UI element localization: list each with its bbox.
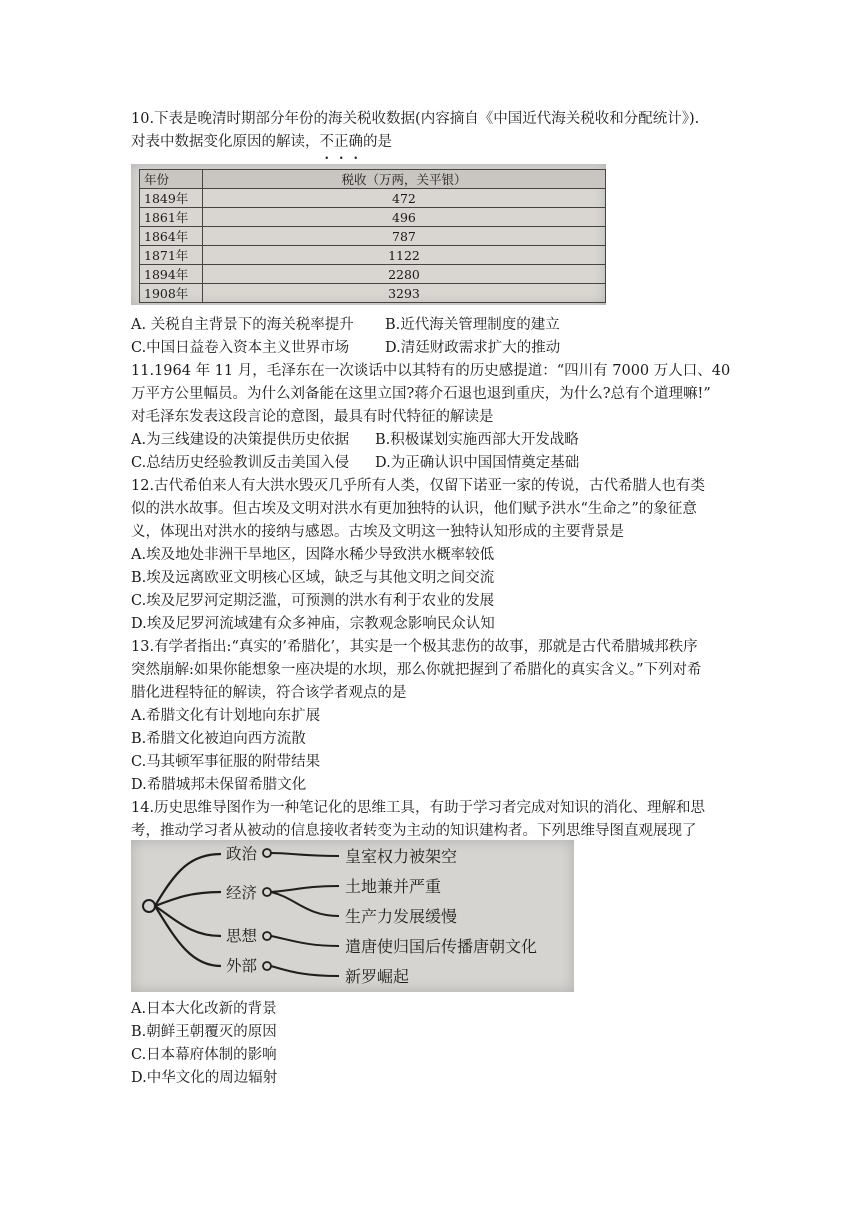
mind-map [131,840,574,992]
q13-stem-line2: 突然崩解:如果你能想象一座决堤的水坝，那么你就把握到了希腊化的真实含义。”下列对希 [131,662,702,678]
q13-option-c[interactable]: C.马其顿军事征服的附带结果 [131,754,321,770]
node-circle-icon [263,962,271,970]
root-node-icon [143,900,155,912]
node-circle-icon [263,888,271,896]
q13-option-d[interactable]: D.希腊城邦未保留希腊文化 [131,777,307,793]
map-leaf-2: 土地兼并严重 [345,877,442,896]
q12-stem-line2: 似的洪水故事。但古埃及文明对洪水有更加独特的认识，他们赋予洪水“生命之”的象征意 [131,501,697,517]
emphasis-dot-char: 正 [334,134,349,150]
table-row: 1871年 1122 [140,246,606,265]
map-leaf-3: 生产力发展缓慢 [345,907,458,926]
map-category-thought: 思想 [226,927,258,945]
q10-option-d[interactable]: D.清廷财政需求扩大的推动 [385,340,561,356]
table-header-tax: 税收（万两，关平银） [202,170,605,189]
emphasis-dot-char: 确 [348,134,363,150]
q10-option-b[interactable]: B.近代海关管理制度的建立 [385,317,560,333]
q14-stem-line2: 考，推动学习者从被动的信息接收者转变为主动的知识建构者。下列思维导图直观展现了 [131,823,697,839]
q14-option-b[interactable]: B.朝鲜王朝覆灭的原因 [131,1024,277,1040]
q10-option-c[interactable]: C.中国日益卷入资本主义世界市场 [131,340,350,356]
q12-stem-line1: 12.古代希伯来人有大洪水毁灭几乎所有人类，仅留下诺亚一家的传说，古代希腊人也有类 [131,478,706,494]
q14-option-a[interactable]: A.日本大化改新的背景 [131,1001,277,1017]
q11-option-a[interactable]: A.为三线建设的决策提供历史依据 [131,432,350,448]
q13-stem-line1: 13.有学者指出:“真实的’希腊化’，其实是一个极其悲伤的故事，那就是古代希腊城邦秩序 [131,639,698,655]
tax-table-photo [131,164,606,305]
leaf-line [271,966,339,976]
q13-option-b[interactable]: B.希腊文化被迫向西方流散 [131,731,306,747]
leaf-line [271,936,339,946]
q13-stem-line3: 腊化进程特征的解读，符合该学者观点的是 [131,685,407,701]
q14-option-d[interactable]: D.中华文化的周边辐射 [131,1070,278,1086]
mind-map-photo [131,840,574,992]
q14-stem-line1: 14.历史思维导图作为一种笔记化的思维工具，有助于学习者完成对知识的消化、理解和思 [131,800,706,816]
q11-option-b[interactable]: B.积极谋划实施西部大开发战略 [375,432,579,448]
q12-option-d[interactable]: D.埃及尼罗河流域建有众多神庙，宗教观念影响民众认知 [131,616,495,632]
table-row: 1908年 3293 [140,284,606,303]
map-leaf-4: 遣唐使归国后传播唐朝文化 [345,937,538,956]
q11-stem-line2: 万平方公里幅员。为什么刘备能在这里立国?蒋介石退也退到重庆，为什么?总有个道理嘛!” [131,386,711,402]
table-header-year: 年份 [140,170,203,189]
q14-option-c[interactable]: C.日本幕府体制的影响 [131,1047,277,1063]
map-category-external: 外部 [226,957,258,975]
emphasis-dot-char: 不 [319,134,334,150]
q11-stem-line3: 对毛泽东发表这段言论的意图，最具有时代特征的解读是 [131,409,494,425]
node-circle-icon [263,932,271,940]
q11-option-d[interactable]: D.为正确认识中国国情奠定基础 [375,455,580,471]
table-row: 1894年 2280 [140,265,606,284]
leaf-line [271,853,339,856]
q12-stem-line3: 义，体现出对洪水的接纳与感恩。古埃及文明这一独特认知形成的主要背景是 [131,524,624,540]
table-row: 1849年 472 [140,189,606,208]
q11-option-c[interactable]: C.总结历史经验教训反击美国入侵 [131,455,350,471]
q12-option-c[interactable]: C.埃及尼罗河定期泛滥，可预测的洪水有利于农业的发展 [131,593,495,609]
leaf-line [271,886,339,892]
branch-line [155,854,221,906]
branch-line [155,892,221,906]
q10-stem-line2: 对表中数据变化原因的解读，不正确的是 [131,134,392,150]
map-category-economy: 经济 [226,884,258,902]
map-leaf-1: 皇室权力被架空 [345,847,458,866]
q12-option-a[interactable]: A.埃及地处非洲干旱地区，因降水稀少导致洪水概率较低 [131,547,495,563]
node-circle-icon [263,849,271,857]
map-category-politics: 政治 [226,845,258,863]
map-leaf-5: 新罗崛起 [345,967,410,986]
q13-option-a[interactable]: A.希腊文化有计划地向东扩展 [131,708,321,724]
tax-table [139,169,606,303]
q10-option-a[interactable]: A. 关税自主背景下的海关税率提升 [131,317,354,333]
leaf-line [271,892,339,916]
q11-stem-line1: 11.1964 年 11 月，毛泽东在一次谈话中以其特有的历史感提道：“四川有 7000 万人口、40 [131,363,731,379]
q12-option-b[interactable]: B.埃及远离欧亚文明核心区域，缺乏与其他文明之间交流 [131,570,495,586]
table-row: 1864年 787 [140,227,606,246]
q10-stem-line1: 10.下表是晚清时期部分年份的海关税收数据(内容摘自《中国近代海关税收和分配统计》). [131,111,700,127]
table-row: 1861年 496 [140,208,606,227]
